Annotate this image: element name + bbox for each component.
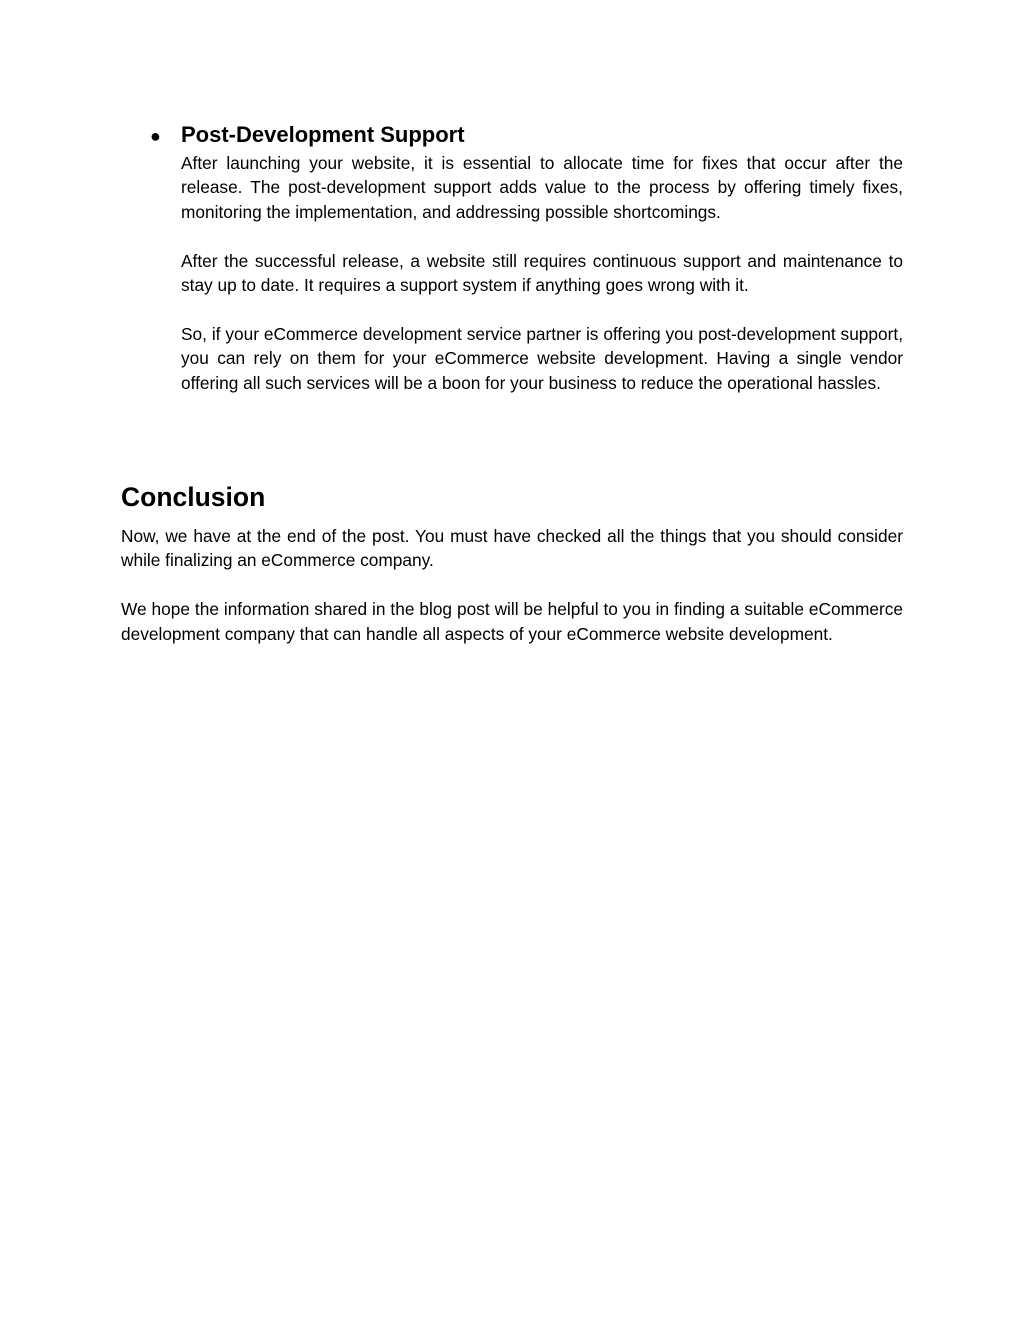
bullet-icon: ● <box>150 126 161 146</box>
bullet-heading <box>150 119 903 151</box>
section-title: Post-Development Support <box>181 122 465 147</box>
conclusion-section <box>121 479 903 646</box>
paragraph: So, if your eCommerce development service partner is offering you post-development support, you can rely on them for your eCommerce website development. Having a single vendor offering all such services will be a boon for your business to reduce the operational hassles. <box>181 323 903 393</box>
paragraph: After launching your website, it is essential to allocate time for fixes that occur after the release. The post-development support adds value to the process by offering timely fixes, monitoring the implementation, and addressing possible shortcomings. <box>181 153 903 222</box>
section-body <box>181 151 903 395</box>
conclusion-heading: Conclusion <box>121 482 266 512</box>
paragraph: Now, we have at the end of the post. You must have checked all the things that you should consider while finalizing an eCommerce company. <box>121 526 903 571</box>
paragraph: We hope the information shared in the blog post will be helpful to you in finding a suitable eCommerce development company that can handle all aspects of your eCommerce website development. <box>121 599 903 644</box>
post-development-support-section <box>150 119 903 395</box>
paragraph: After the successful release, a website still requires continuous support and maintenance to stay up to date. It requires a support system if anything goes wrong with it. <box>181 250 903 296</box>
